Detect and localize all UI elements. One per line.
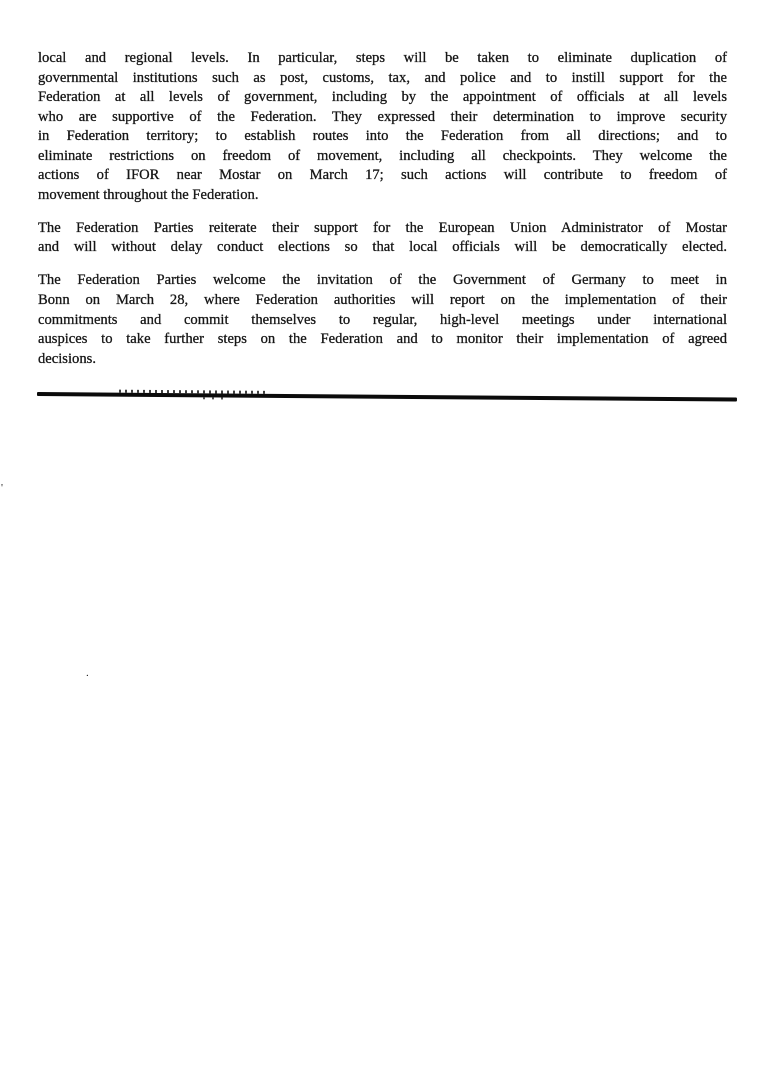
- text-line: The Federation Parties reiterate their support for the European Union Administrator of Mostar: [38, 219, 727, 236]
- text-line: commitments and commit themselves to regular, high-level meetings under international: [38, 311, 727, 328]
- text-line: local and regional levels. In particular, steps will be taken to eliminate duplication of: [38, 50, 727, 66]
- text-line: and will without delay conduct elections so that local officials will be democratically elected.: [38, 239, 727, 256]
- text-line: who are supportive of the Federation. They expressed their determination to improve security: [38, 108, 727, 125]
- paragraph-3: [38, 271, 727, 369]
- divider-rule: [37, 392, 737, 401]
- paragraph-2: [38, 219, 727, 258]
- text-line: decisions.: [38, 350, 96, 367]
- text-line: governmental institutions such as post, customs, tax, and police and to instill support for the: [38, 69, 727, 86]
- scan-artifact-dot: .: [86, 667, 89, 679]
- text-line: The Federation Parties welcome the invitation of the Government of Germany to meet in: [38, 272, 727, 289]
- scan-artifact-tick: ': [1, 482, 3, 494]
- text-line: Federation at all levels of government, including by the appointment of officials at all levels: [38, 89, 727, 106]
- scan-noise-marks: [203, 397, 225, 399]
- paragraph-1: [38, 49, 727, 205]
- page-divider: [37, 391, 737, 402]
- text-line: in Federation territory; to establish routes into the Federation from all directions; and to: [38, 128, 727, 145]
- text-line: actions of IFOR near Mostar on March 17; such actions will contribute to freedom of: [38, 167, 727, 184]
- text-line: eliminate restrictions on freedom of movement, including all checkpoints. They welcome the: [38, 147, 727, 164]
- text-block: [38, 49, 727, 383]
- text-line: auspices to take further steps on the Federation and to monitor their implementation of agreed: [38, 331, 727, 348]
- text-line: Bonn on March 28, where Federation authorities will report on the implementation of their: [38, 292, 727, 309]
- text-line: movement throughout the Federation.: [38, 186, 259, 203]
